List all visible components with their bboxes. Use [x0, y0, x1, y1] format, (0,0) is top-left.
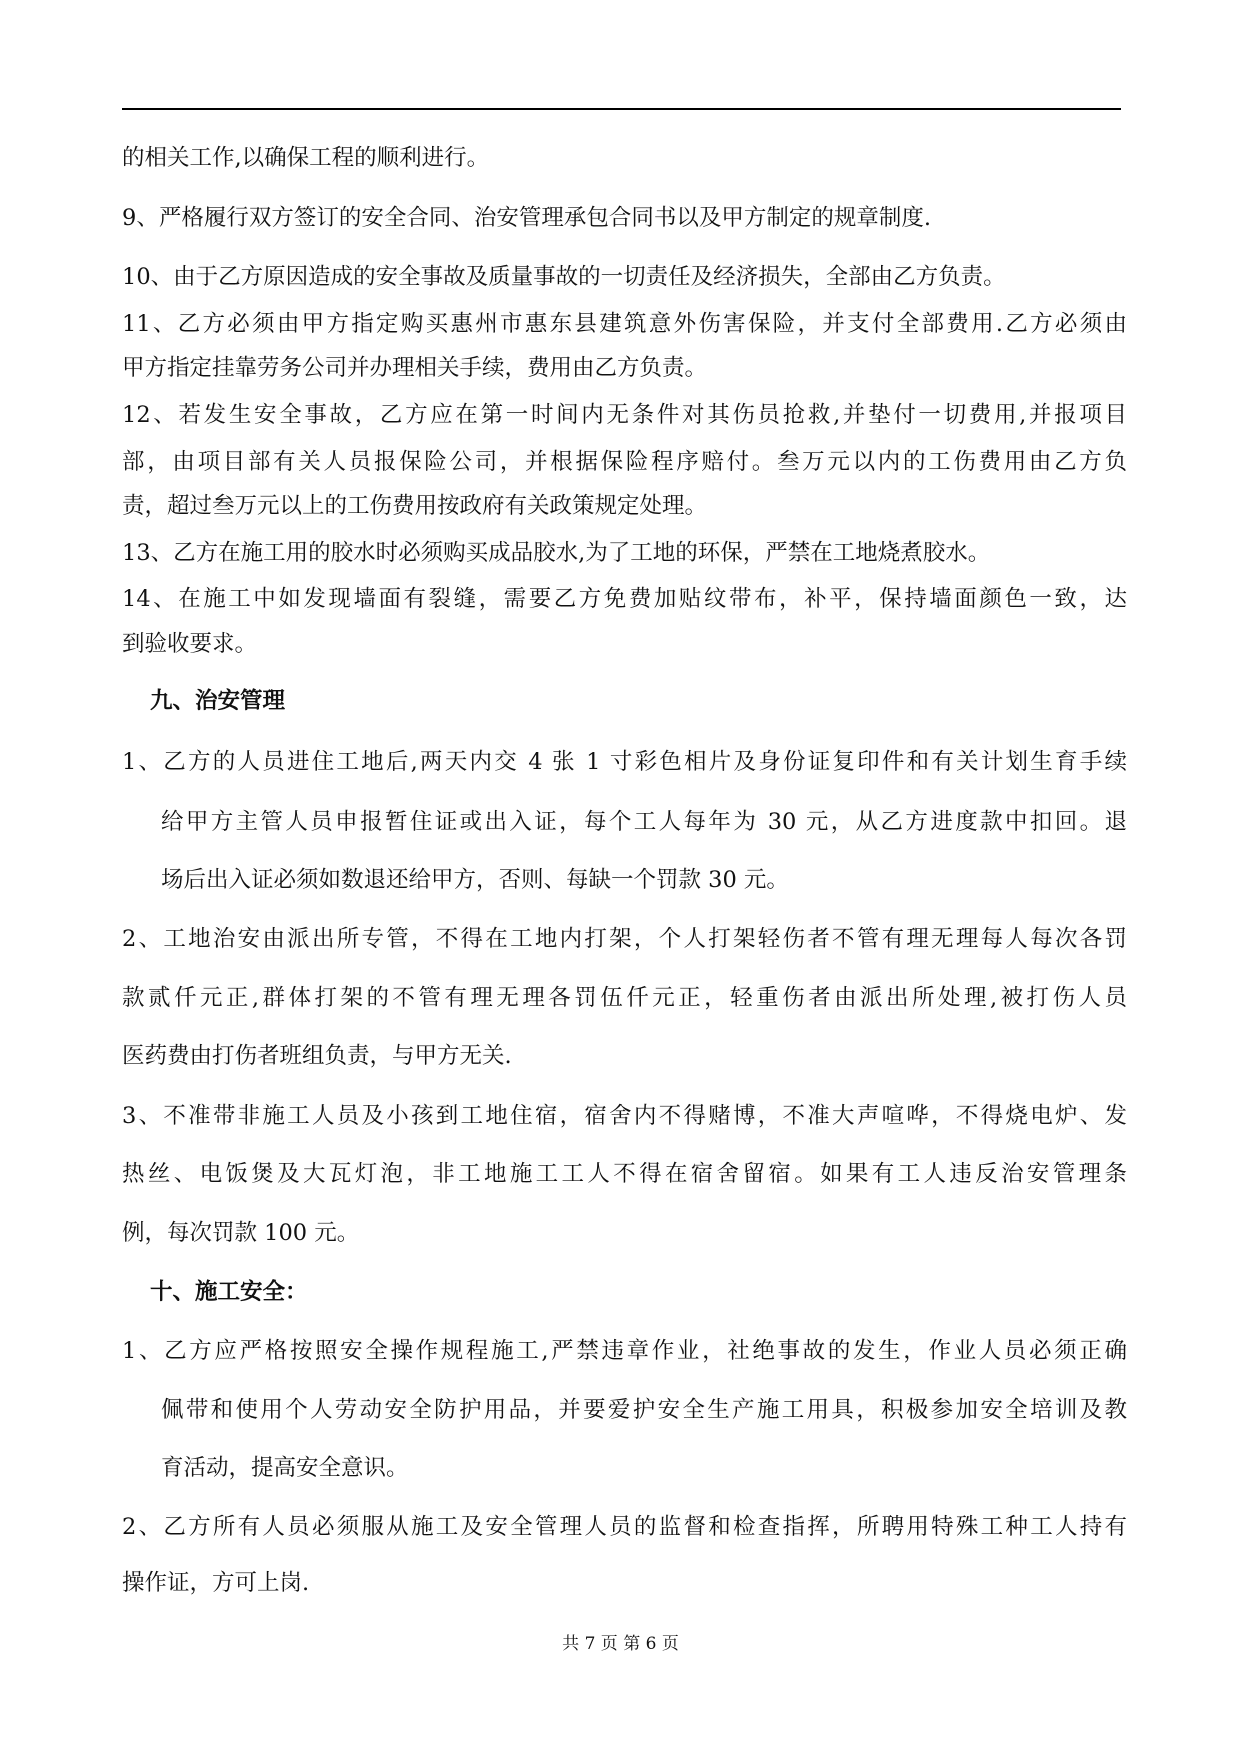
text-line: 款贰仟元正,群体打架的不管有理无理各罚伍仟元正，轻重伤者由派出所处理,被打伤人员 [122, 985, 1127, 1011]
text-line: 育活动，提高安全意识。 [161, 1455, 409, 1481]
text-line: 给甲方主管人员申报暂住证或出入证，每个工人每年为 30 元，从乙方进度款中扣回。退 [161, 809, 1127, 835]
text-line: 佩带和使用个人劳动安全防护用品，并要爱护安全生产施工用具，积极参加安全培训及教 [161, 1397, 1127, 1423]
text-line: 到验收要求。 [122, 631, 258, 657]
section-heading: 十、施工安全： [150, 1279, 308, 1305]
text-line: 13、乙方在施工用的胶水时必须购买成品胶水,为了工地的环保，严禁在工地烧煮胶水。 [122, 540, 991, 566]
text-line: 场后出入证必须如数退还给甲方，否则、每缺一个罚款 30 元。 [161, 867, 789, 893]
text-line: 14、在施工中如发现墙面有裂缝，需要乙方免费加贴纹带布，补平，保持墙面颜色一致，达 [122, 586, 1127, 612]
page-footer: 共 7 页 第 6 页 [562, 1634, 679, 1654]
text-line: 10、由于乙方原因造成的安全事故及质量事故的一切责任及经济损失，全部由乙方负责。 [122, 264, 1006, 290]
text-line: 医药费由打伤者班组负责，与甲方无关. [122, 1043, 512, 1069]
text-line: 操作证，方可上岗. [122, 1570, 310, 1596]
text-line: 热丝、电饭煲及大瓦灯泡，非工地施工工人不得在宿舍留宿。如果有工人违反治安管理条 [122, 1161, 1127, 1187]
text-line: 例，每次罚款 100 元。 [122, 1220, 360, 1246]
section-heading: 九、治安管理 [150, 688, 286, 714]
text-line: 2、乙方所有人员必须服从施工及安全管理人员的监督和检查指挥，所聘用特殊工种工人持有 [122, 1514, 1127, 1540]
text-line: 1、乙方的人员进住工地后,两天内交 4 张 1 寸彩色相片及身份证复印件和有关计划生育手续 [122, 749, 1127, 775]
text-line: 1、乙方应严格按照安全操作规程施工,严禁违章作业，社绝事故的发生，作业人员必须正确 [122, 1338, 1127, 1364]
text-line: 的相关工作,以确保工程的顺利进行。 [122, 145, 490, 171]
text-line: 3、不准带非施工人员及小孩到工地住宿，宿舍内不得赌博，不准大声喧哗，不得烧电炉、发 [122, 1103, 1127, 1129]
text-line: 部，由项目部有关人员报保险公司，并根据保险程序赔付。叁万元以内的工伤费用由乙方负 [122, 449, 1127, 475]
text-line: 12、若发生安全事故，乙方应在第一时间内无条件对其伤员抢救,并垫付一切费用,并报项目 [122, 402, 1127, 428]
text-line: 甲方指定挂靠劳务公司并办理相关手续，费用由乙方负责。 [122, 355, 708, 381]
header-rule [122, 108, 1121, 110]
text-line: 11、乙方必须由甲方指定购买惠州市惠东县建筑意外伤害保险，并支付全部费用.乙方必须由 [122, 311, 1127, 337]
text-line: 9、严格履行双方签订的安全合同、治安管理承包合同书以及甲方制定的规章制度. [122, 205, 931, 231]
text-line: 责，超过叁万元以上的工伤费用按政府有关政策规定处理。 [122, 493, 708, 519]
text-line: 2、工地治安由派出所专管，不得在工地内打架，个人打架轻伤者不管有理无理每人每次各罚 [122, 926, 1127, 952]
